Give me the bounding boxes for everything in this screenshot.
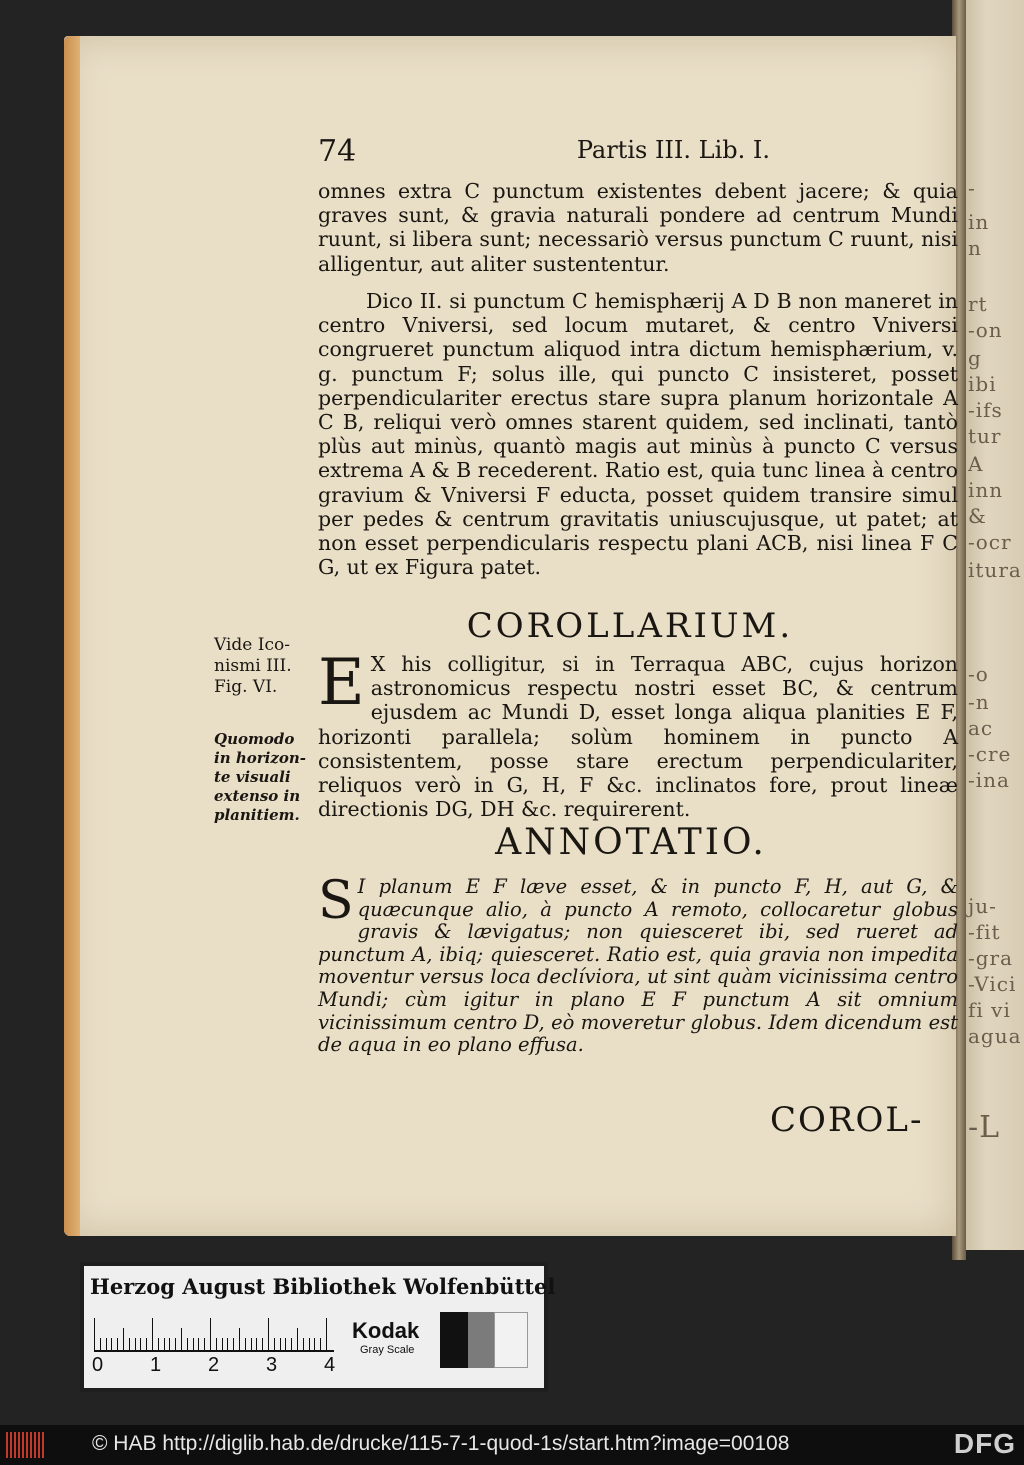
ruler-tick (204, 1338, 205, 1352)
paragraph-annotatio (318, 871, 958, 1057)
ruler-tick (100, 1338, 101, 1352)
paragraph-text: I planum E F læve esset, & in puncto F, H, aut G, & quæcunque alio, à puncto A remoto, collocaretur globus gravis & lævigatus; non quiesceret ibi, sed rueret ad punctum A, ibiq; quiesceret. Ratio est, quia gravia non impedita moventur versus loca declíviora, ut sint quàm vicinissima centro Mundi; cùm igitur in plano E F punctum A sit omnium vicinissimum centro D, eò moveretur globus. Idem dicendum est de aqua in eo plano effusa. (318, 875, 958, 1057)
heading-annotatio: ANNOTATIO. (495, 822, 767, 863)
scale-digit: 4 (324, 1354, 336, 1376)
margin-line: Vide Ico- (214, 635, 290, 655)
ruler-tick (129, 1338, 130, 1352)
ruler-tick (187, 1338, 188, 1352)
ruler-tick (314, 1338, 315, 1352)
scale-digit: 2 (208, 1354, 220, 1376)
ruler-tick (303, 1338, 304, 1352)
ruler-tick (262, 1338, 263, 1352)
facing-fragment: -fit (968, 920, 1001, 944)
ruler-tick (123, 1328, 124, 1352)
facing-fragment: fi vi (968, 998, 1011, 1022)
facing-fragment: in (968, 210, 990, 234)
ruler-tick (152, 1318, 153, 1352)
margin-line: in horizon- (214, 749, 306, 767)
margin-line: planitiem. (214, 806, 300, 824)
paragraph-2 (318, 289, 958, 579)
ruler-tick (210, 1318, 211, 1352)
ruler-tick (94, 1318, 95, 1352)
ruler-tick (216, 1338, 217, 1352)
facing-fragment: inn (968, 478, 1004, 502)
margin-note-summary (214, 730, 306, 825)
ruler-tick (181, 1328, 182, 1352)
facing-fragment: -ifs (968, 398, 1003, 422)
paragraph-text: Dico II. si punctum C hemisphærij A D B non maneret in centro Vniversi, sed locum mutaret, & centro Vniversi congrueret punctum aliquod intra dictum hemisphærium, v. g. punctum F; solus ille, qui puncto C insisteret, posset perpendiculariter erectus stare supra planum horizontale A C B, reliqui verò omnes starent quidem, sed inclinati, tantò plùs aut minùs, quantò magis aut minùs à puncto C versus extrema A & B recederent. Ratio est, quia tunc linea à centro gravium & Vniversi F educta, posset quidem transire simul per pedes & centrum gravitatis uniuscujusque, ut patet; at non esset perpendicularis respectu plani ACB, nisi linea F C G, ut ex Figura patet. (318, 289, 958, 580)
facing-fragment: -L (968, 1110, 1001, 1145)
facing-fragment: -ocr (968, 530, 1012, 554)
facing-fragment: -o (968, 662, 989, 686)
ruler-tick (326, 1318, 327, 1352)
page-number: 74 (318, 134, 357, 169)
ruler-tick (117, 1338, 118, 1352)
scale-digit: 3 (266, 1354, 278, 1376)
library-label (80, 1262, 556, 1392)
facing-fragment: agua (968, 1024, 1022, 1048)
kodak-logo: Kodak (352, 1318, 420, 1343)
scale-ruler (94, 1316, 334, 1352)
page-edge (64, 36, 80, 1236)
facing-fragment: -gra (968, 946, 1014, 970)
facing-fragment: - (968, 176, 976, 200)
ruler-tick (320, 1338, 321, 1352)
drop-cap: S (318, 871, 354, 931)
margin-line: extenso in (214, 787, 301, 805)
scale-digit: 1 (150, 1354, 162, 1376)
heading-corollarium: COROLLARIUM. (466, 606, 794, 646)
facing-fragment: rt (968, 292, 988, 316)
ruler-tick (297, 1328, 298, 1352)
ruler-tick (309, 1338, 310, 1352)
margin-note-reference (214, 635, 292, 698)
ruler-tick (227, 1338, 228, 1352)
ruler-tick (251, 1338, 252, 1352)
margin-line: nismi III. (214, 656, 292, 676)
facing-fragment: -n (968, 690, 990, 714)
swatch-black (440, 1312, 468, 1368)
facing-fragment: A (968, 452, 984, 476)
paragraph-1 (318, 179, 958, 276)
ruler-tick (198, 1338, 199, 1352)
facing-fragment: & (968, 504, 987, 528)
ruler-tick (140, 1338, 141, 1352)
barcode-icon (6, 1432, 46, 1458)
ruler-tick (169, 1338, 170, 1352)
swatch-white (494, 1312, 528, 1368)
facing-fragment: -cre (968, 742, 1012, 766)
paragraph-text: omnes extra C punctum existentes debent jacere; & quia graves sunt, & gravia naturali pondere ad centrum Mundi ruunt, si libera sunt; necessariò versus punctum C ruunt, nisi alligentur, aut aliter sustententur. (318, 179, 958, 276)
facing-fragment: ju- (968, 894, 997, 918)
ruler-tick (135, 1338, 136, 1352)
ruler-tick (175, 1338, 176, 1352)
paragraph-text: X his colligitur, si in Terraqua ABC, cujus horizon astronomicus respectu nostri esset BC, & centrum ejusdem ac Mundi D, esset longa aliqua planities E F, horizonti parallela; solùm hominem in puncto A consistentem, posse stare erectum perpendiculariter, reliquos verò in G, H, F &c. inclinatos fore, prout lineæ directionis DG, DH &c. requirerent. (318, 652, 958, 822)
margin-line: Quomodo (214, 730, 295, 748)
ruler-tick (233, 1338, 234, 1352)
ruler-tick (164, 1338, 165, 1352)
dfg-logo: DFG (953, 1428, 1016, 1459)
ruler-tick (111, 1338, 112, 1352)
library-name: Herzog August Bibliothek Wolfenbüttel (90, 1274, 556, 1299)
ruler-tick (280, 1338, 281, 1352)
catchword: COROL- (770, 1100, 924, 1140)
running-head: Partis III. Lib. I. (576, 136, 770, 164)
facing-fragment: n (968, 236, 982, 260)
margin-line: te visuali (214, 768, 291, 786)
gray-scale-label: Gray Scale (360, 1344, 415, 1356)
facing-page (962, 0, 1024, 1250)
ruler-tick (285, 1338, 286, 1352)
page-header (318, 134, 770, 174)
facing-fragment: ibi (968, 372, 997, 396)
ruler-tick (239, 1328, 240, 1352)
ruler-tick (245, 1338, 246, 1352)
ruler-tick (274, 1338, 275, 1352)
ruler-tick (256, 1338, 257, 1352)
facing-fragment: -ina (968, 768, 1010, 792)
facing-fragment: g (968, 346, 982, 370)
ruler-tick (268, 1318, 269, 1352)
scale-digit: 0 (92, 1354, 104, 1376)
facing-fragment: tur (968, 424, 1002, 448)
facing-fragment: -Vici (968, 972, 1017, 996)
facing-fragment: itura (968, 558, 1022, 582)
paragraph-corollarium (318, 646, 958, 822)
ruler-tick (222, 1338, 223, 1352)
facing-fragment: -on (968, 318, 1003, 342)
swatch-gray (468, 1312, 494, 1368)
ruler-tick (146, 1338, 147, 1352)
margin-line: Fig. VI. (214, 677, 278, 697)
scale-digits (88, 1354, 348, 1378)
ruler-tick (106, 1338, 107, 1352)
facing-fragment: ac (968, 716, 994, 740)
ruler-tick (158, 1338, 159, 1352)
ruler-tick (193, 1338, 194, 1352)
drop-cap: E (318, 646, 365, 720)
footer-url[interactable]: © HAB http://diglib.hab.de/drucke/115-7-1-quod-1s/start.htm?image=00108 (92, 1432, 790, 1455)
viewer-footer (0, 1425, 1024, 1465)
ruler-tick (291, 1338, 292, 1352)
